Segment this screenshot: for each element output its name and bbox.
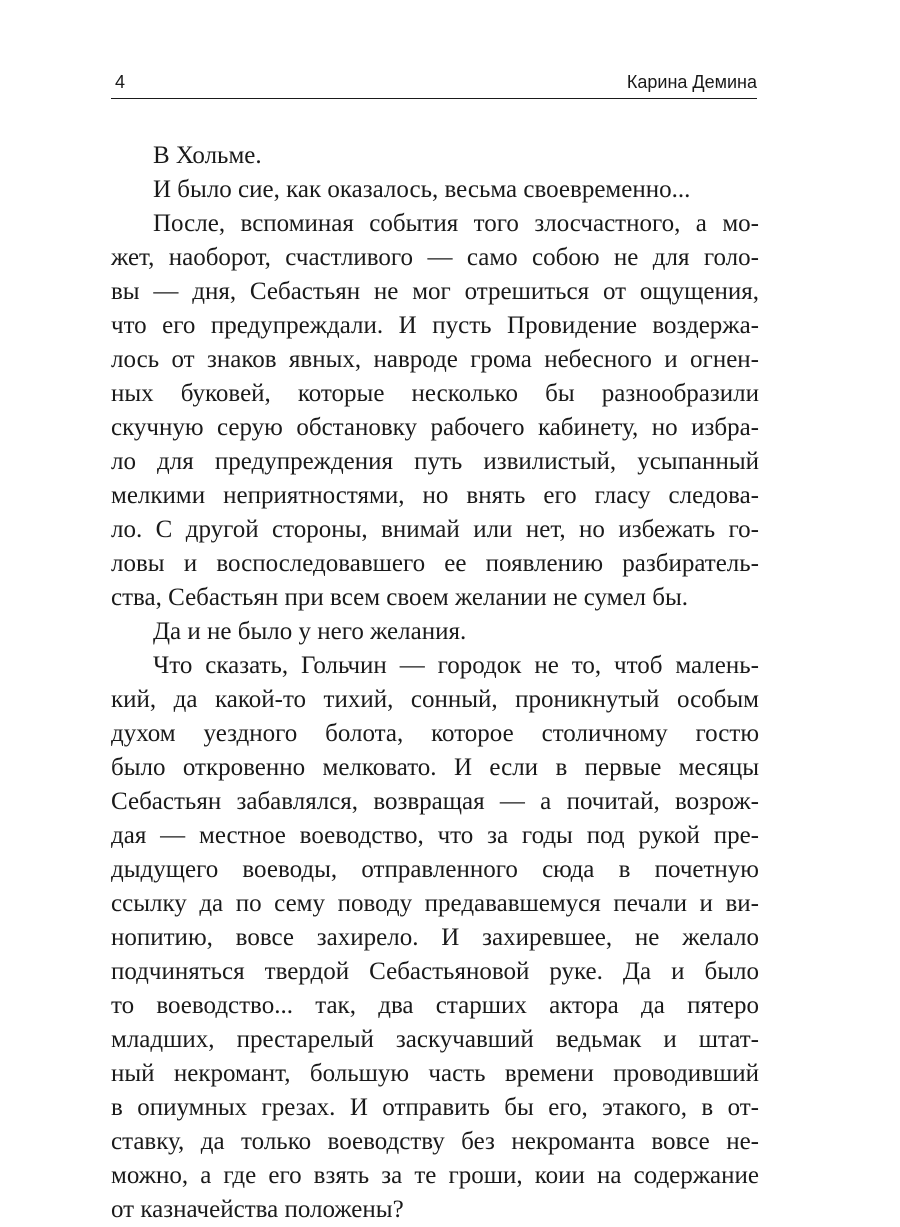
text-line: ло. С другой стороны, внимай или нет, но избежать го- <box>111 516 759 543</box>
text-line: Себастьян забавлялся, возвращая — а почитай, возрож- <box>111 788 759 815</box>
running-header <box>111 68 757 99</box>
text-line: Да и не было у него желания. <box>153 618 467 645</box>
text-line: После, вспоминая события того злосчастного, а мо- <box>153 210 759 237</box>
page-number: 4 <box>115 72 126 92</box>
text-line: вы — дня, Себастьян не мог отрешиться от ощущения, <box>111 278 759 305</box>
body-text <box>111 139 759 1227</box>
text-line: от казначейства положены? <box>111 1196 404 1223</box>
text-line: нопитию, вовсе захирело. И захиревшее, не желало <box>111 924 759 951</box>
running-header-author: Карина Демина <box>626 72 757 92</box>
text-line: дая — местное воеводство, что за годы под рукой пре- <box>111 822 759 849</box>
text-line: было откровенно мелковато. И если в первые месяцы <box>111 754 759 781</box>
text-line: можно, а где его взять за те гроши, коии на содержание <box>111 1162 759 1189</box>
text-line: подчиняться твердой Себастьяновой руке. Да и было <box>111 958 759 985</box>
text-line: ло для предупреждения путь извилистый, усыпанный <box>111 448 759 475</box>
text-line: ставку, да только воеводству без некроманта вовсе не- <box>111 1128 759 1155</box>
text-line: скучную серую обстановку рабочего кабинету, но избра- <box>111 414 759 441</box>
text-line: что его предупреждали. И пусть Провидение воздержа- <box>111 312 759 339</box>
text-line: то воеводство... так, два старших актора да пятеро <box>111 992 759 1019</box>
text-line: ства, Себастьян при всем своем желании не сумел бы. <box>111 584 689 611</box>
text-line: ных буковей, которые несколько бы разнообразили <box>111 380 759 407</box>
text-line: В Хольме. <box>153 142 262 169</box>
text-line: духом уездного болота, которое столичному гостю <box>111 720 759 747</box>
text-line: младших, престарелый заскучавший ведьмак и штат- <box>111 1026 759 1053</box>
text-line: ный некромант, большую часть времени проводивший <box>111 1060 759 1087</box>
text-line: Что сказать, Гольчин — городок не то, чтоб малень- <box>153 652 759 679</box>
text-line: жет, наоборот, счастливого — само собою не для голо- <box>111 244 759 271</box>
text-line: в опиумных грезах. И отправить бы его, этакого, в от- <box>111 1094 759 1121</box>
text-line: лось от знаков явных, навроде грома небесного и огнен- <box>111 346 759 373</box>
text-line: кий, да какой-то тихий, сонный, проникнутый особым <box>111 686 759 713</box>
text-line: дыдущего воеводы, отправленного сюда в почетную <box>111 856 759 883</box>
text-line: ссылку да по сему поводу предававшемуся печали и ви- <box>111 890 759 917</box>
text-line: И было сие, как оказалось, весьма своевременно... <box>153 176 691 203</box>
text-line: ловы и воспоследовавшего ее появлению разбиратель- <box>111 550 759 577</box>
text-line: мелкими неприятностями, но внять его гласу следова- <box>111 482 759 509</box>
